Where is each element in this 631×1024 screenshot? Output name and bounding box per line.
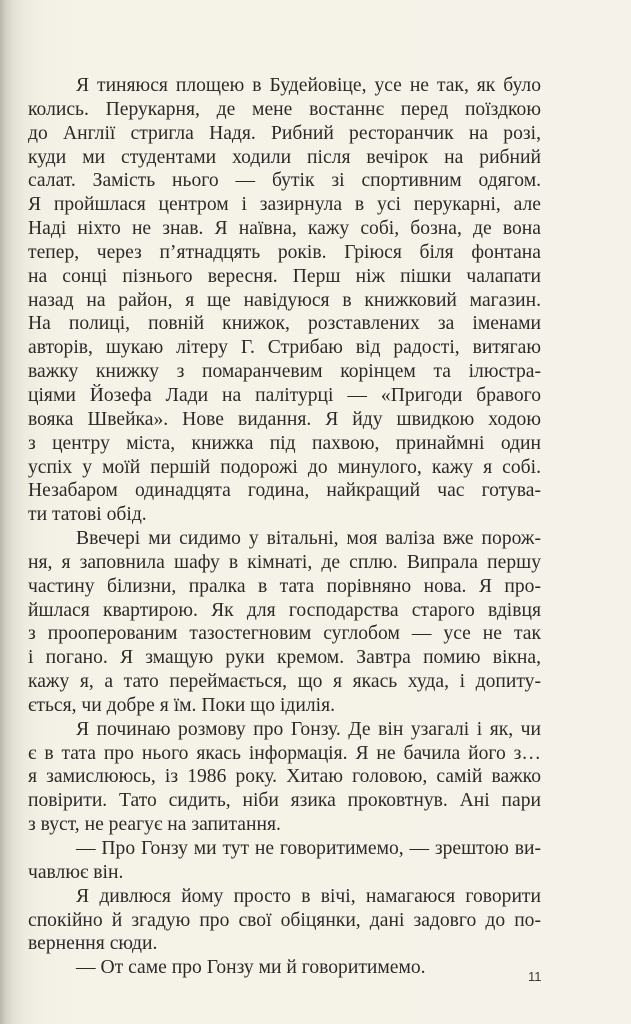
text-line: Ввечері ми сидимо у вітальні, моя валіза вже порож- — [76, 528, 541, 550]
text-line: салат. Замість нього — бутік зі спортивним одягом. — [28, 170, 541, 192]
text-line: Я дивлюся йому просто в вічі, намагаюся говорити — [76, 885, 541, 907]
text-line: йшлася квартирою. Як для господарства старого вдівця — [28, 599, 541, 621]
paragraph-2 — [28, 527, 541, 718]
text-line: частину білизни, пралка в тата порівняно нова. Я про- — [28, 575, 541, 597]
text-line: з вуст, не реагує на запитання. — [28, 814, 281, 836]
text-line: Незабаром одинадцята година, найкращий час готува- — [28, 480, 541, 502]
paragraph-3 — [28, 718, 541, 837]
text-line: авторів, шукаю літеру Г. Стрибаю від радості, витягаю — [28, 337, 541, 359]
text-line: ється, чи добре я їм. Поки що ідилія. — [28, 694, 335, 716]
text-line: — От саме про Гонзу ми й говоритимемо. — [76, 957, 426, 979]
text-line: кажу я, а тато переймається, що я якась худа, і допиту- — [28, 671, 541, 693]
text-line: колись. Перукарня, де мене востаннє перед поїздкою — [28, 98, 541, 120]
text-line: з прооперованим тазостегновим суглобом — усе не так — [28, 623, 541, 645]
text-line: Я пройшлася центром і зазирнула в усі перукарні, але — [28, 194, 541, 216]
text-line: — Про Гонзу ми тут не говоритимемо, — зрештою ви- — [76, 838, 541, 859]
body-text — [28, 74, 541, 980]
text-line: з центру міста, книжка під пахвою, принаймні один — [28, 432, 541, 454]
text-line: Я починаю розмову про Гонзу. Де він узагалі і як, чи — [76, 718, 541, 740]
paragraph-1 — [28, 74, 541, 527]
dialogue-line-1 — [28, 837, 541, 885]
text-line: вернення сюди. — [28, 933, 158, 955]
text-line: до Англії стригла Надя. Рибний ресторанчик на розі, — [28, 122, 541, 144]
text-line: ти татові обід. — [28, 504, 147, 526]
text-line: На полиці, повній книжок, розставлених за іменами — [28, 313, 541, 335]
text-line: успіх у моїй першій подорожі до минулого, кажу я собі. — [28, 456, 541, 478]
text-line: ня, я заповнила шафу в кімнаті, де сплю. Випрала першу — [28, 551, 541, 573]
text-line: Наді ніхто не знав. Я наївна, кажу собі, бозна, де вона — [28, 218, 541, 240]
text-line: важку книжку з помаранчевим корінцем та ілюстра- — [28, 361, 541, 383]
text-line: і погано. Я змащую руки кремом. Завтра помию вікна, — [28, 647, 541, 669]
text-line: є в тата про нього якась інформація. Я не бачила його з… — [28, 742, 541, 764]
text-line: вояка Швейка». Нове видання. Я йду швидкою ходою — [28, 408, 541, 430]
text-line: я замислююсь, із 1986 року. Хитаю головою, самій важко — [28, 766, 541, 788]
text-line: чавлює він. — [28, 861, 124, 883]
page-number: 11 — [528, 969, 542, 984]
text-line: ціями Йозефа Лади на палітурці — «Пригоди бравого — [28, 384, 541, 406]
dialogue-line-2 — [28, 956, 541, 980]
text-line: спокійно й згадую про свої обіцянки, дані задовго до по- — [28, 909, 541, 931]
text-line: повірити. Тато сидить, ніби язика проковтнув. Ані пари — [28, 790, 541, 812]
text-line: Я тиняюся площею в Будейовіце, усе не так, як було — [76, 75, 541, 96]
text-line: тепер, через п’ятнадцять років. Гріюся біля фонтана — [28, 241, 541, 263]
text-line: на сонці пізнього вересня. Перш ніж пішки чалапати — [28, 265, 541, 287]
paragraph-5 — [28, 885, 541, 957]
text-line: назад на район, я ще навідуюся в книжковий магазин. — [28, 289, 541, 311]
text-line: куди ми студентами ходили після вечірок на рибний — [28, 146, 541, 168]
